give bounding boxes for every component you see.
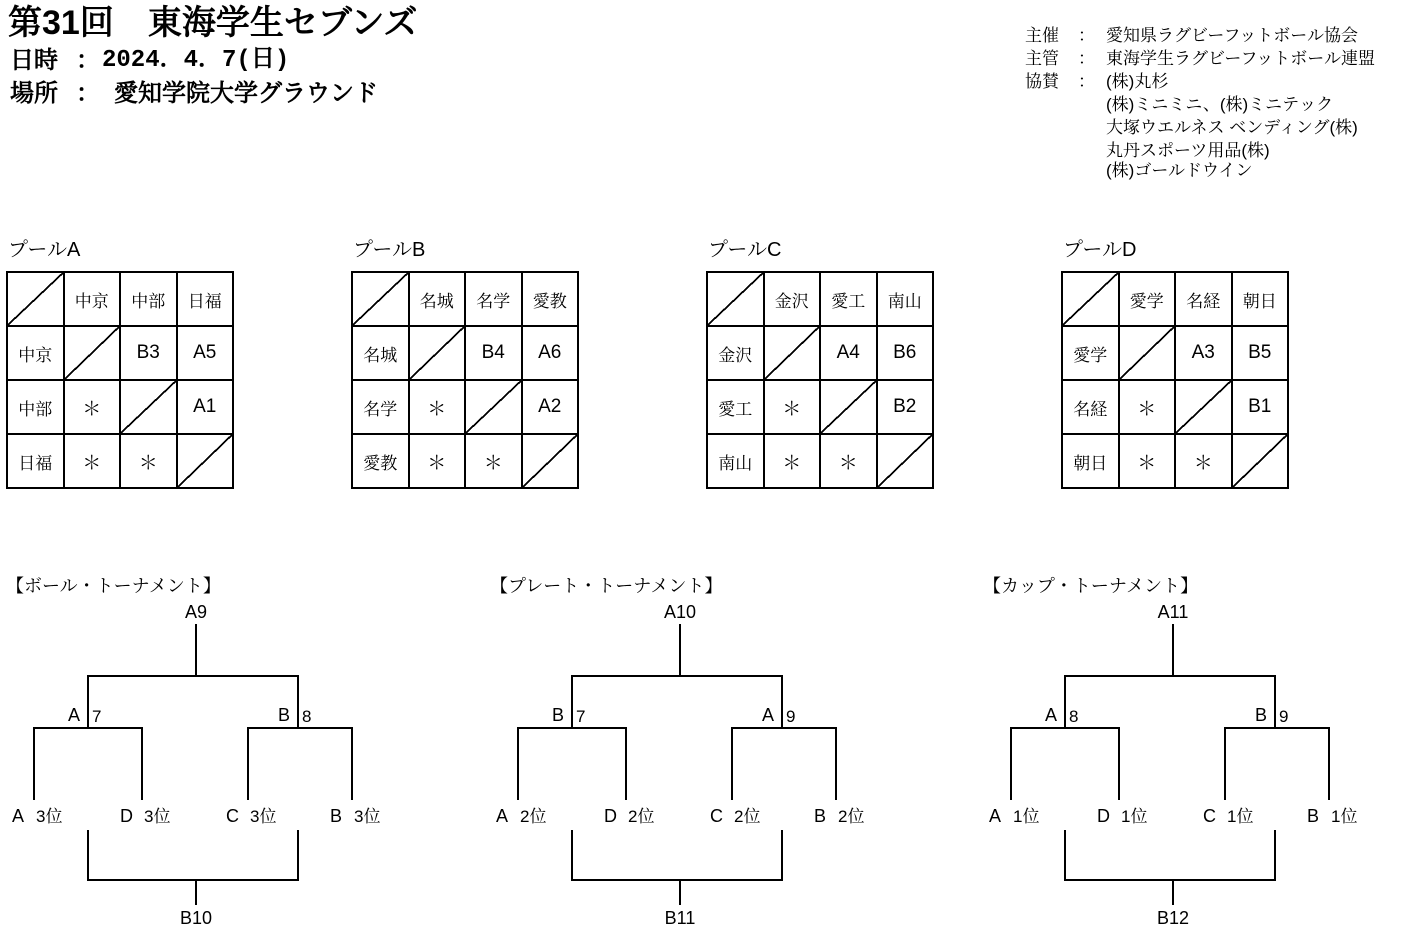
pool-match-cell: B4 [465, 326, 522, 380]
pool-match-cell: ＊ [409, 380, 466, 434]
date-value: 2024．4．7(日) [102, 47, 290, 74]
entry-pool: C [1203, 806, 1216, 826]
pool-row-header: 名経 [1062, 380, 1119, 434]
semi-right-number: 9 [786, 707, 796, 726]
supporter-item: 大塚ウエルネス ベンディング(株) [1106, 118, 1358, 137]
pool-column-header: 愛学 [1119, 272, 1176, 326]
entry-pool: A [496, 806, 509, 826]
pool-row-header: 名城 [352, 326, 409, 380]
bracket-left-pair [1011, 728, 1119, 800]
entry-rank: 2位 [838, 807, 865, 826]
pool-row-header: 朝日 [1062, 434, 1119, 488]
final-match-label: A9 [184, 602, 208, 622]
supporter-item: 丸丹スポーツ用品(株) [1106, 141, 1270, 160]
manager-separator: ： [1078, 49, 1095, 68]
pool-match-cell: B2 [877, 380, 934, 434]
pool-row-header: 愛教 [352, 434, 409, 488]
pool-column-header: 南山 [877, 272, 934, 326]
semi-left-court: B [552, 705, 565, 725]
bracket-left-pair [518, 728, 626, 800]
semi-right-court: B [278, 705, 291, 725]
entry-rank: 1位 [1121, 807, 1148, 826]
semi-right-court: A [762, 705, 775, 725]
entry-pool: B [814, 806, 827, 826]
pool-match-cell: ＊ [64, 434, 121, 488]
bottom-match-label: B11 [664, 908, 696, 928]
pool-row-header: 愛学 [1062, 326, 1119, 380]
pool-column-header: 名城 [409, 272, 466, 326]
supporters-separator: ： [1078, 72, 1095, 91]
semi-left-court: A [68, 705, 81, 725]
semi-right-number: 8 [302, 707, 312, 726]
entry-pool: C [226, 806, 239, 826]
semi-right-court: B [1255, 705, 1268, 725]
final-match-label: A11 [1157, 602, 1189, 622]
pool-row-header: 中京 [7, 326, 64, 380]
pool-row-header: 愛工 [707, 380, 764, 434]
pool-column-header: 名学 [465, 272, 522, 326]
pool-match-cell: ＊ [764, 380, 821, 434]
date-separator: ： [76, 47, 100, 74]
pool-match-cell: ＊ [409, 434, 466, 488]
pool-match-cell: ＊ [764, 434, 821, 488]
bracket-right-pair [1225, 728, 1329, 800]
bracket-semi-bar [88, 676, 298, 728]
event-title: 第31回 東海学生セブンズ [8, 4, 418, 42]
bracket-bottom-bar [572, 830, 782, 880]
entry-rank: 2位 [628, 807, 655, 826]
entry-pool: D [120, 806, 133, 826]
final-match-label: A10 [663, 602, 697, 622]
semi-right-number: 9 [1279, 707, 1289, 726]
semi-left-number: 7 [92, 707, 102, 726]
entry-rank: 1位 [1013, 807, 1040, 826]
bracket-semi-bar [1065, 676, 1275, 728]
pool-title: プールA [8, 239, 81, 261]
sponsor-label: 主催 [1025, 26, 1059, 45]
bracket-bottom-bar [1065, 830, 1275, 880]
entry-rank: 2位 [520, 807, 547, 826]
entry-rank: 1位 [1227, 807, 1254, 826]
place-label: 場所 [10, 80, 58, 107]
entry-pool: B [330, 806, 343, 826]
pool-column-header: 中部 [120, 272, 177, 326]
supporters-label: 協賛 [1025, 72, 1059, 91]
entry-rank: 3位 [36, 807, 63, 826]
pool-match-cell: ＊ [465, 434, 522, 488]
supporter-item: (株)ミニミニ、(株)ミニテック [1106, 95, 1334, 114]
pool-match-cell: A1 [177, 380, 234, 434]
place-separator: ： [76, 80, 100, 107]
semi-left-number: 8 [1069, 707, 1079, 726]
pool-match-cell: A4 [820, 326, 877, 380]
bottom-match-label: B10 [179, 908, 213, 928]
pool-title: プールC [708, 239, 782, 261]
sponsor-separator: ： [1078, 26, 1095, 45]
pool-column-header: 日福 [177, 272, 234, 326]
pool-match-cell: ＊ [64, 380, 121, 434]
entry-pool: A [989, 806, 1002, 826]
bracket-right-pair [732, 728, 836, 800]
pool-match-cell: B5 [1232, 326, 1289, 380]
pool-column-header: 愛工 [820, 272, 877, 326]
pool-row-header: 金沢 [707, 326, 764, 380]
tournament-title: 【カップ・トーナメント】 [983, 576, 1199, 596]
pool-match-cell: A3 [1175, 326, 1232, 380]
pool-match-cell: A5 [177, 326, 234, 380]
supporter-item: (株)丸杉 [1106, 72, 1169, 91]
tournament-title: 【プレート・トーナメント】 [490, 576, 723, 596]
place-value: 愛知学院大学グラウンド [114, 80, 378, 107]
pool-match-cell: ＊ [1119, 380, 1176, 434]
entry-pool: D [604, 806, 617, 826]
entry-pool: D [1097, 806, 1110, 826]
pool-match-cell: B1 [1232, 380, 1289, 434]
pool-column-header: 名経 [1175, 272, 1232, 326]
entry-rank: 3位 [354, 807, 381, 826]
entry-rank: 3位 [250, 807, 277, 826]
pool-match-cell: A2 [522, 380, 579, 434]
pool-match-cell: A6 [522, 326, 579, 380]
pool-match-cell: ＊ [1119, 434, 1176, 488]
pool-match-cell: ＊ [820, 434, 877, 488]
entry-rank: 3位 [144, 807, 171, 826]
bracket-semi-bar [572, 676, 782, 728]
semi-left-number: 7 [576, 707, 586, 726]
pool-row-header: 名学 [352, 380, 409, 434]
sponsor-name: 愛知県ラグビーフットボール協会 [1106, 26, 1358, 45]
pool-title: プールB [353, 239, 426, 261]
bracket-bottom-bar [88, 830, 298, 880]
entry-rank: 2位 [734, 807, 761, 826]
entry-pool: B [1307, 806, 1320, 826]
entry-pool: A [12, 806, 25, 826]
pool-match-cell: ＊ [120, 434, 177, 488]
entry-rank: 1位 [1331, 807, 1358, 826]
bracket-left-pair [34, 728, 142, 800]
pool-row-header: 日福 [7, 434, 64, 488]
pool-column-header: 愛教 [522, 272, 579, 326]
pool-column-header: 朝日 [1232, 272, 1289, 326]
pool-match-cell: B6 [877, 326, 934, 380]
pool-match-cell: B3 [120, 326, 177, 380]
bottom-match-label: B12 [1156, 908, 1190, 928]
pool-column-header: 金沢 [764, 272, 821, 326]
tournament-title: 【ボール・トーナメント】 [6, 576, 221, 596]
bracket-right-pair [248, 728, 352, 800]
semi-left-court: A [1045, 705, 1058, 725]
date-label: 日時 [10, 47, 58, 74]
pool-row-header: 中部 [7, 380, 64, 434]
pool-column-header: 中京 [64, 272, 121, 326]
supporter-item: (株)ゴールドウイン [1106, 161, 1253, 180]
entry-pool: C [710, 806, 723, 826]
pool-row-header: 南山 [707, 434, 764, 488]
manager-label: 主管 [1025, 49, 1059, 68]
pool-title: プールD [1063, 239, 1137, 261]
pool-match-cell: ＊ [1175, 434, 1232, 488]
manager-name: 東海学生ラグビーフットボール連盟 [1106, 49, 1375, 68]
